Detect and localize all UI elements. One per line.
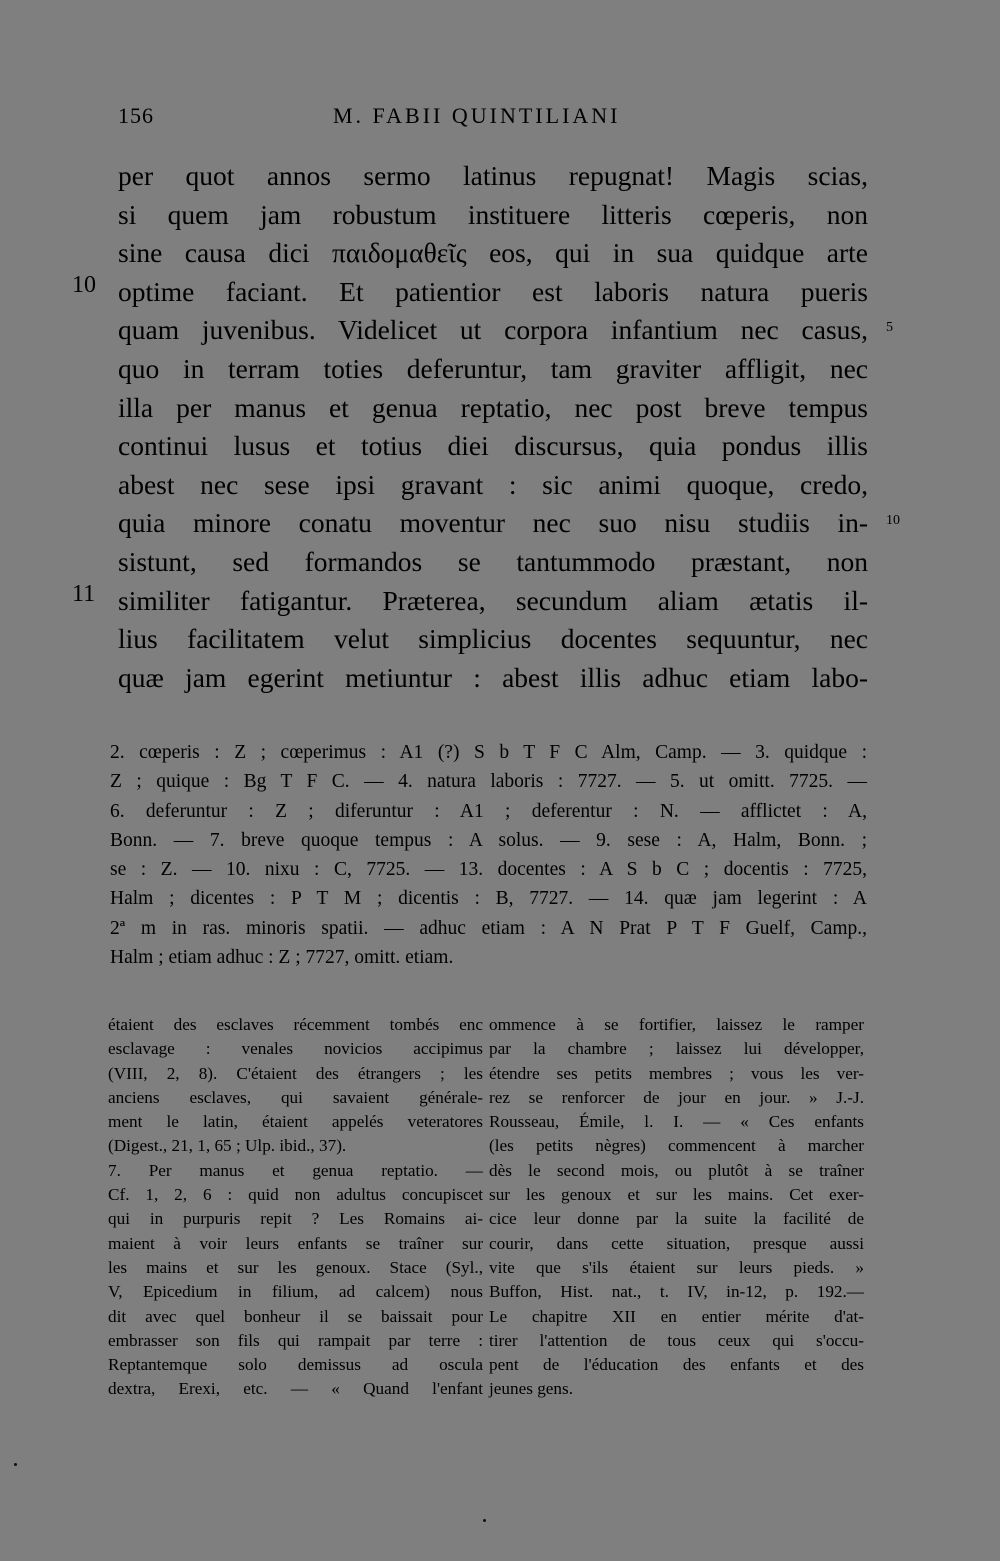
note-line: ment le latin, étaient appelés veteratores (108, 1112, 483, 1132)
text-line: continui lusus et totius diei discursus, quia pondus illis (118, 430, 868, 462)
apparatus-line: 2. cœperis : Z ; cœperimus : A1 (?) S b T F C Alm, Camp. — 3. quidque : (110, 742, 867, 763)
text-line: sistunt, sed formandos se tantummodo præstant, non (118, 545, 868, 577)
note-line: 7. Per manus et genua reptatio. — (108, 1160, 483, 1180)
text-line: abest nec sese ipsi gravant : sic animi quoque, credo, (118, 468, 868, 500)
note-line: courir, dans cette situation, presque aussi (489, 1233, 864, 1253)
text-line: quo in terram toties deferuntur, tam graviter affligit, nec (118, 352, 868, 384)
note-line: qui in purpuris repit ? Les Romains ai- (108, 1209, 483, 1229)
page-header (118, 103, 865, 137)
note-line: vite que s'ils étaient sur leurs pieds. » (489, 1257, 864, 1277)
apparatus-line: 2ª m in ras. minoris spatii. — adhuc etiam : A N Prat P T F Guelf, Camp., (110, 917, 867, 939)
note-line: (Digest., 21, 1, 65 ; Ulp. ibid., 37). (108, 1136, 347, 1156)
main-text (118, 157, 868, 697)
text-line: illa per manus et genua reptatio, nec post breve tempus (118, 391, 868, 423)
note-line: rez se renforcer de jour en jour. » J.-J. (489, 1087, 864, 1107)
apparatus-line: se : Z. — 10. nixu : C, 7725. — 13. docentes : A S b C ; docentis : 7725, (110, 859, 867, 881)
text-line: quia minore conatu moventur nec suo nisu studiis in- (118, 507, 868, 539)
note-line: Cf. 1, 2, 6 : quid non adultus concupiscet (108, 1185, 483, 1205)
note-line: pent de l'éducation des enfants et des (489, 1355, 864, 1375)
note-line: (les petits nègres) commencent à marcher (489, 1136, 864, 1156)
note-line: ommence à se fortifier, laissez le ramper (489, 1015, 864, 1034)
speck-mark (483, 1519, 486, 1522)
note-line: les mains et sur les genoux. Stace (Syl., (108, 1257, 483, 1277)
note-line: par la chambre ; laissez lui développer, (489, 1039, 864, 1059)
notes-right-column (489, 1013, 864, 1402)
note-line: cice leur donne par la suite la facilité de (489, 1209, 864, 1229)
note-line: maient à voir leurs enfants se traîner sur (108, 1233, 483, 1253)
section-number: 11 (72, 581, 96, 607)
critical-apparatus (110, 738, 867, 972)
section-number: 10 (72, 272, 96, 298)
text-line: quam juvenibus. Videlicet ut corpora infantium nec casus, (118, 314, 868, 346)
note-line: étaient des esclaves récemment tombés enc (108, 1015, 483, 1034)
text-line: similiter fatigantur. Præterea, secundum aliam ætatis il- (118, 584, 868, 616)
apparatus-line: Halm ; dicentes : P T M ; dicentis : B, 7727. — 14. quæ jam legerint : A (110, 888, 867, 910)
note-line: sur les genoux et sur les mains. Cet exer- (489, 1185, 864, 1205)
note-line: dextra, Erexi, etc. — « Quand l'enfant (108, 1379, 483, 1399)
note-line: V, Epicedium in filium, ad calcem) nous (108, 1282, 483, 1302)
text-line: per quot annos sermo latinus repugnat! Magis scias, (118, 160, 868, 191)
note-line: jeunes gens. (489, 1379, 574, 1399)
note-line: Reptantemque solo demissus ad oscula (108, 1355, 483, 1375)
apparatus-line: Halm ; etiam adhuc : Z ; 7727, omitt. etiam. (110, 947, 454, 969)
running-head: M. FABII QUINTILIANI (333, 103, 621, 128)
speck-mark (14, 1463, 17, 1466)
text-line: quæ jam egerint metiuntur : abest illis adhuc etiam labo- (118, 661, 868, 693)
note-line: embrasser son fils qui rampait par terre : (108, 1330, 483, 1350)
text-line: sine causa dici παιδομαθεῖς eos, qui in sua quidque arte (118, 237, 868, 269)
note-line: esclavage : venales novicios accipimus (108, 1039, 483, 1059)
note-line: étendre ses petits membres ; vous les ver- (489, 1063, 864, 1083)
notes-left-column (108, 1013, 483, 1402)
line-number: 10 (886, 513, 900, 528)
text-line: lius facilitatem velut simplicius docentes sequuntur, nec (118, 623, 868, 655)
apparatus-line: Bonn. — 7. breve quoque tempus : A solus. — 9. sese : A, Halm, Bonn. ; (110, 829, 867, 851)
apparatus-line: 6. deferuntur : Z ; diferuntur : A1 ; deferentur : N. — afflictet : A, (110, 800, 867, 822)
note-line: Le chapitre XII en entier mérite d'at- (489, 1306, 864, 1326)
note-line: dit avec quel bonheur il se baissait pour (108, 1306, 483, 1326)
text-line: si quem jam robustum instituere litteris cœperis, non (118, 198, 868, 230)
line-number: 5 (886, 320, 893, 335)
note-line: Rousseau, Émile, l. I. — « Ces enfants (489, 1112, 864, 1132)
apparatus-line: Z ; quique : Bg T F C. — 4. natura laboris : 7727. — 5. ut omitt. 7725. — (110, 771, 867, 793)
note-line: anciens esclaves, qui savaient générale- (108, 1087, 483, 1107)
note-line: dès le second mois, ou plutôt à se traîner (489, 1160, 864, 1180)
note-line: Buffon, Hist. nat., t. IV, in-12, p. 192.— (489, 1282, 864, 1302)
note-line: tirer l'attention de tous ceux qui s'occu- (489, 1330, 864, 1350)
text-line: optime faciant. Et patientior est laboris natura pueris (118, 275, 868, 307)
page-number: 156 (118, 103, 154, 128)
note-line: (VIII, 2, 8). C'étaient des étrangers ; les (108, 1063, 483, 1083)
